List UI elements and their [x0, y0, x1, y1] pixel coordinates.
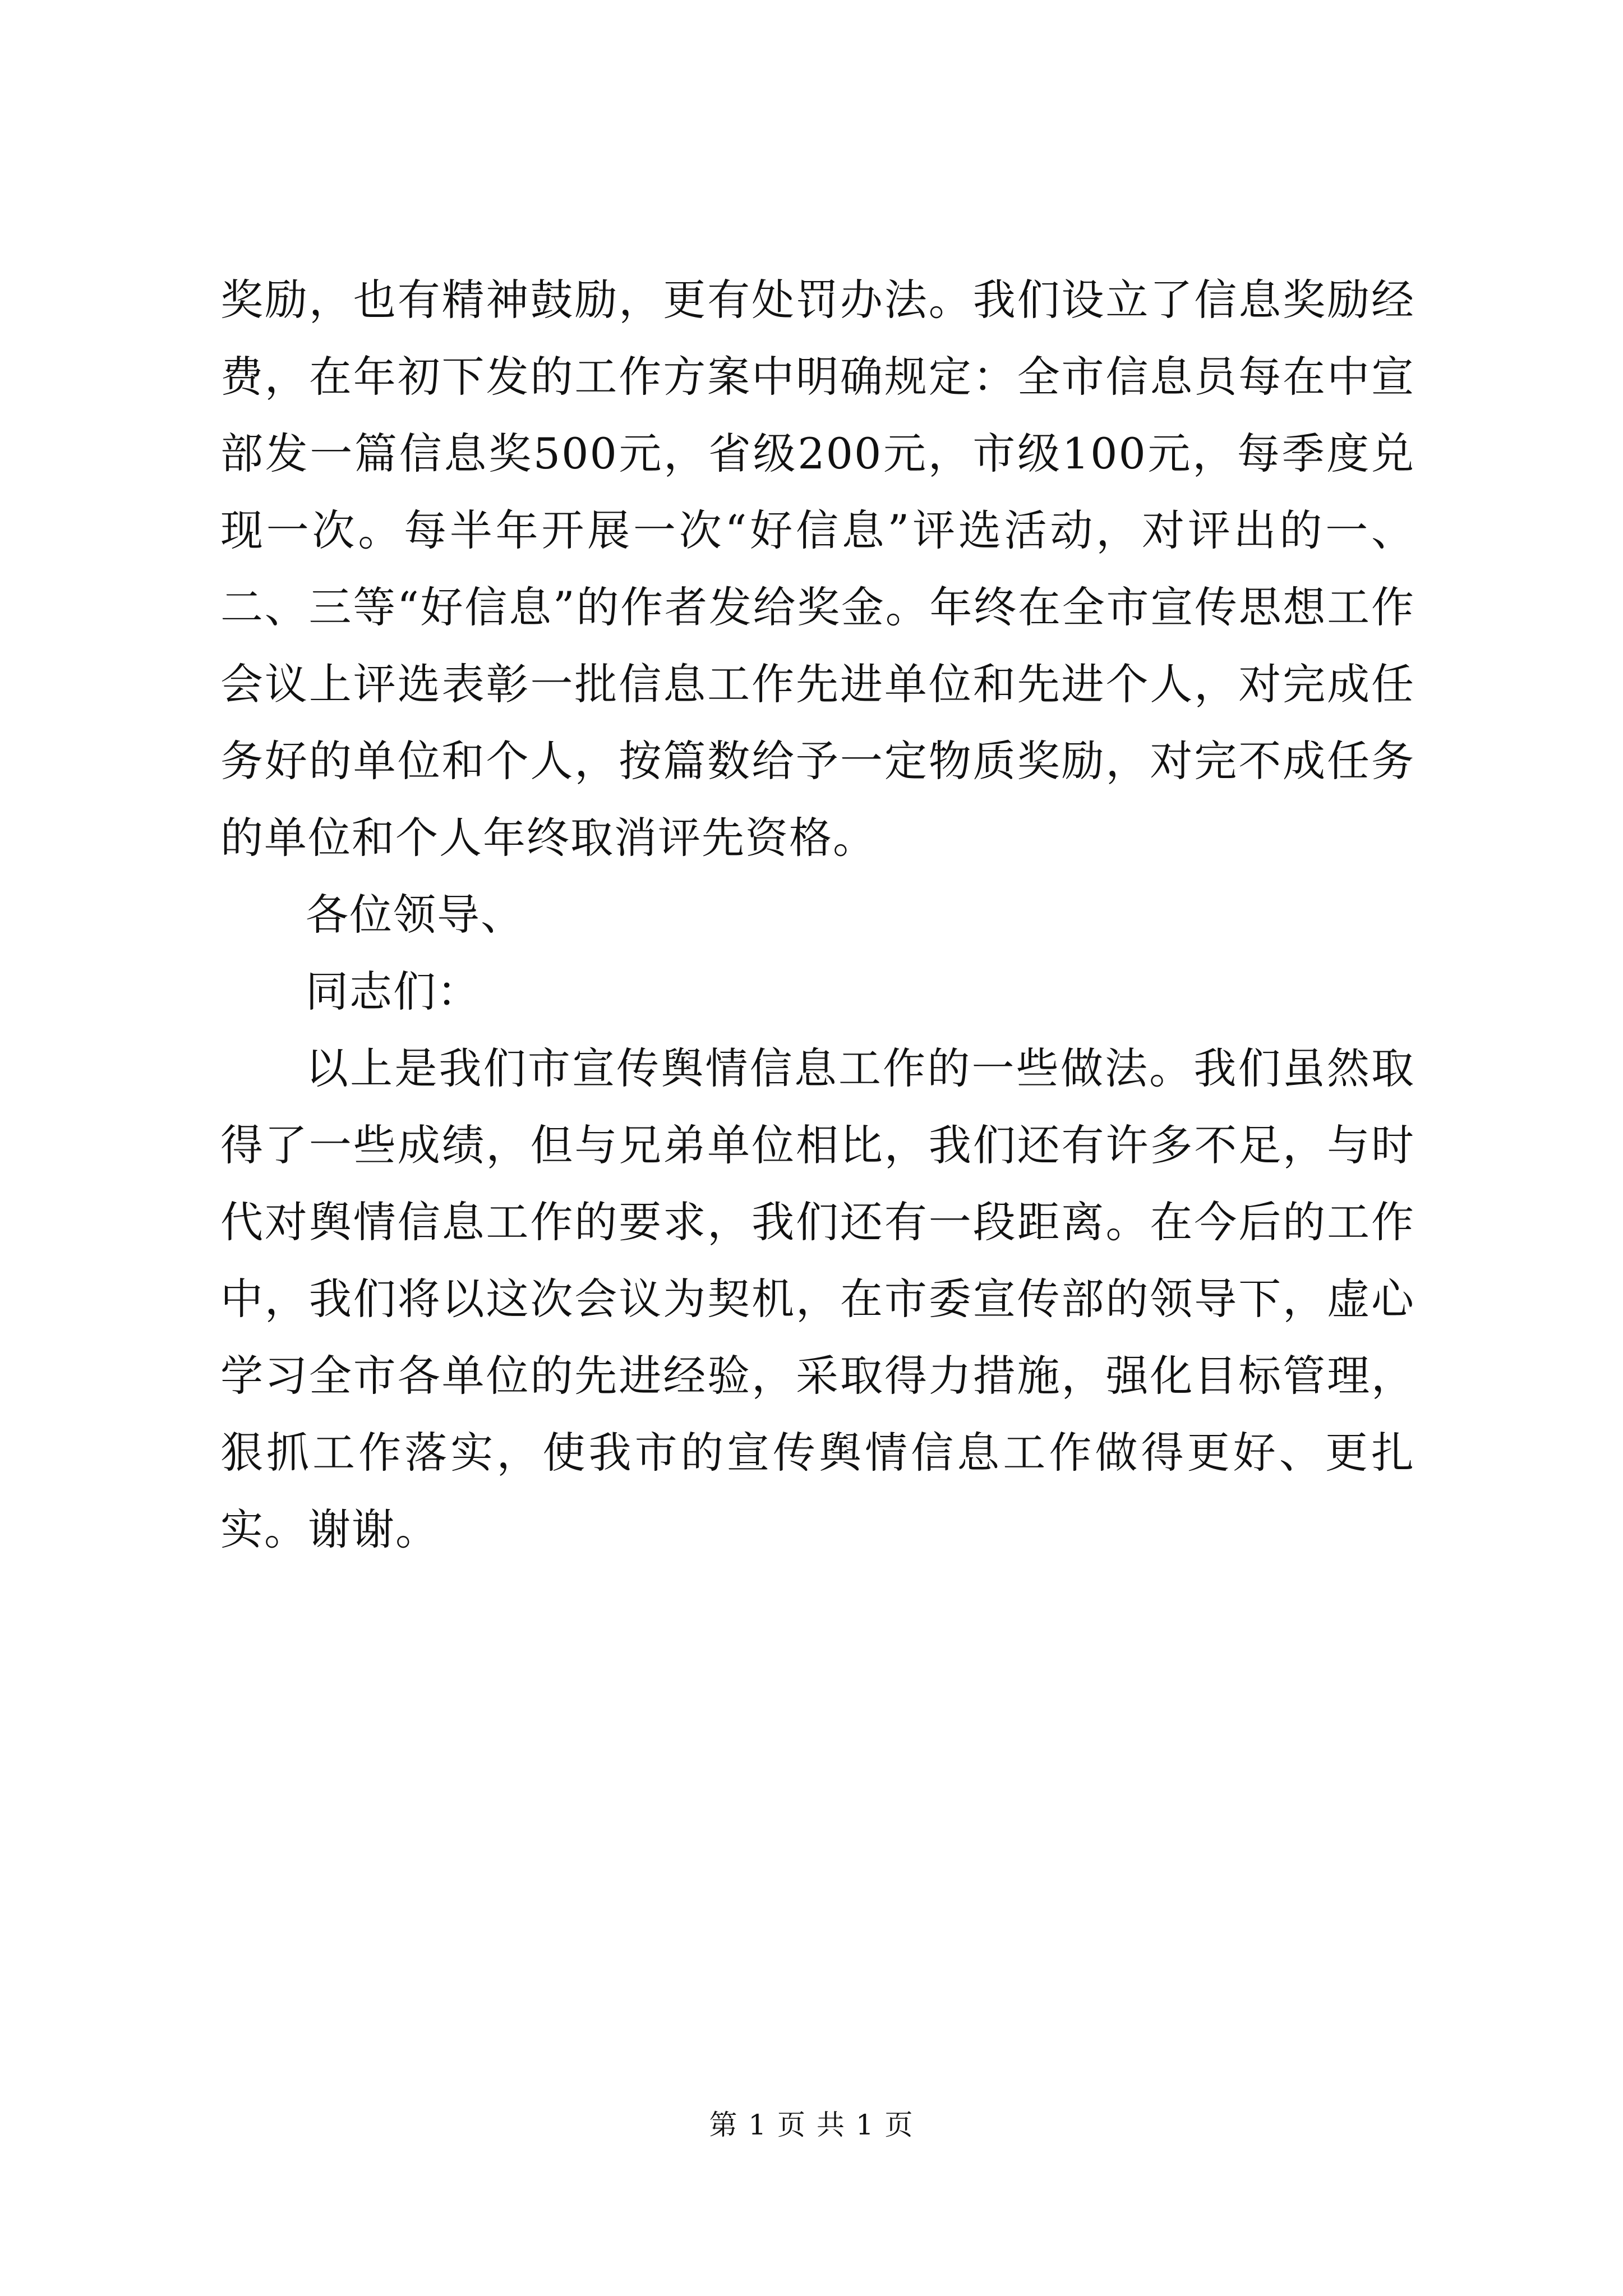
- paragraph-award-policy: 奖励，也有精神鼓励，更有处罚办法。我们设立了信息奖励经费，在年初下发的工作方案中明确规定：全市信息员每在中宣部发一篇信息奖500元，省级200元，市级100元，每季度兑现一次。每半年开展一次“好信息”评选活动，对评出的一、二、三等“好信息”的作者发给奖金。年终在全市宣传思想工作会议上评选表彰一批信息工作先进单位和先进个人，对完成任务好的单位和个人，按篇数给予一定物质奖励，对完不成任务的单位和个人年终取消评先资格。: [220, 275, 1415, 863]
- salutation-leaders: 各位领导、: [306, 890, 524, 940]
- salutation-comrades: 同志们：: [306, 967, 481, 1016]
- page-number-footer: 第 1 页 共 1 页: [709, 2109, 914, 2141]
- document-body: [220, 261, 1415, 1568]
- paragraph-closing-remarks: 以上是我们市宣传舆情信息工作的一些做法。我们虽然取得了一些成绩，但与兄弟单位相比，我们还有许多不足，与时代对舆情信息工作的要求，我们还有一段距离。在今后的工作中，我们将以这次会议为契机，在市委宣传部的领导下，虚心学习全市各单位的先进经验，采取得力措施，强化目标管理，狠抓工作落实，使我市的宣传舆情信息工作做得更好、更扎实。谢谢。: [220, 1043, 1415, 1554]
